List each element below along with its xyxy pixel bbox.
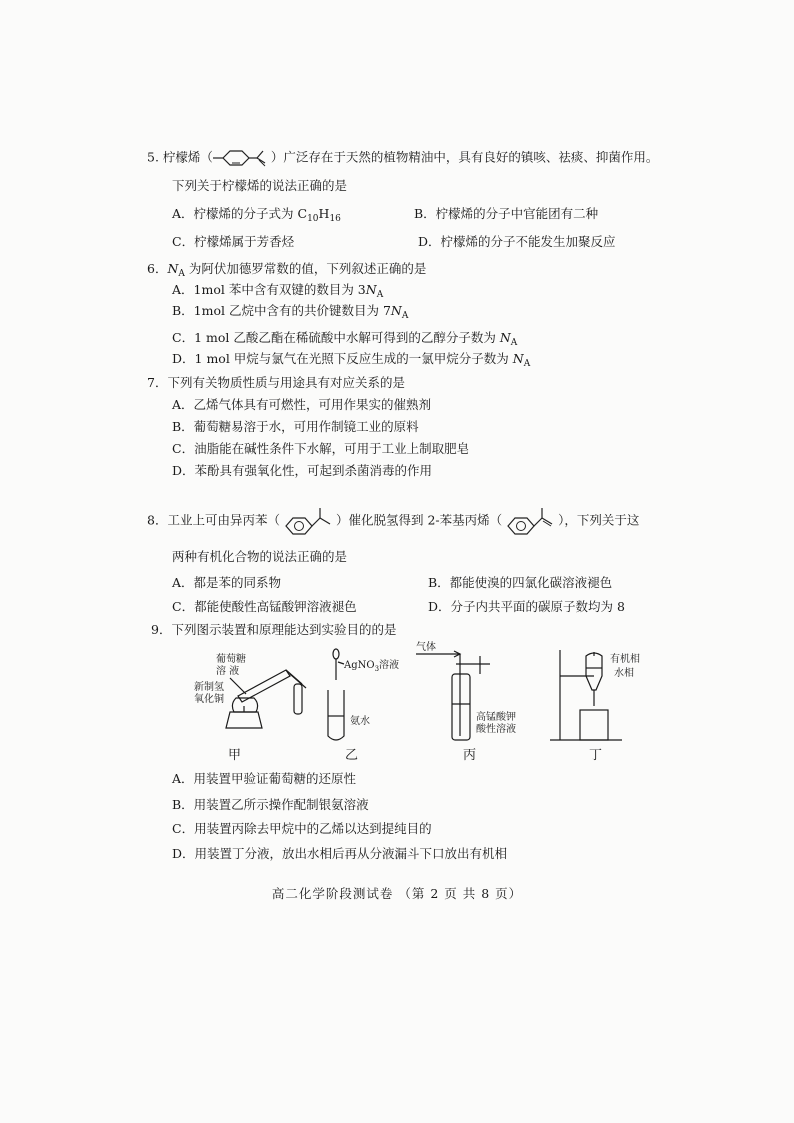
q6-option-c: C．1 mol 乙酸乙酯在稀硫酸中水解可得到的乙醇分子数为 $N_A$: [172, 330, 518, 348]
apparatus-bing: [416, 640, 516, 740]
apparatus-yi: [328, 649, 399, 740]
q8-option-b: B．都能使溴的四氯化碳溶液褪色: [428, 575, 613, 590]
q7-option-d: D．苯酚具有强氧化性，可起到杀菌消毒的作用: [172, 463, 433, 478]
ding-label-aqueous: 水相: [614, 668, 634, 679]
apparatus-jia: [194, 652, 306, 728]
bing-label-gas: 气体: [416, 642, 436, 653]
q8-stem2: 两种有机化合物的说法正确的是: [172, 549, 348, 564]
q8-option-d: D．分子内共平面的碳原子数均为 8: [428, 599, 625, 614]
caption-yi: 乙: [345, 748, 359, 763]
q6-option-b: B．1mol 乙烷中含有的共价键数目为 $7N_A$: [172, 303, 409, 321]
cumene-structure-icon: [280, 505, 336, 537]
q8-option-a: A．都是苯的同系物: [172, 575, 282, 590]
yi-label-agno3: AgNO$_3$溶液: [344, 660, 400, 673]
q9-option-b: B．用装置乙所示操作配制银氨溶液: [172, 797, 369, 812]
jia-label-solution: 溶 液: [216, 666, 240, 677]
q6-option-a: A．1mol 苯中含有双键的数目为 $3N_A$: [172, 282, 384, 300]
q6-option-d: D．1 mol 甲烷与氯气在光照下反应生成的一氯甲烷分子数为 $N_A$: [172, 351, 531, 369]
yi-label-ammonia: 氨水: [350, 716, 370, 727]
ding-label-organic: 有机相: [610, 654, 640, 665]
caption-jia: 甲: [228, 748, 242, 763]
q7-stem: 7．下列有关物质性质与用途具有对应关系的是: [147, 375, 405, 390]
bing-label-acidic: 酸性溶液: [476, 724, 516, 735]
q5-option-b: B．柠檬烯的分子中官能团有二种: [414, 206, 599, 221]
q5-option-a: A．柠檬烯的分子式为 $C_{10}H_{16}$: [172, 206, 341, 224]
q5-option-c: C．柠檬烯属于芳香烃: [172, 234, 295, 249]
q8-option-c: C．都能使酸性高锰酸钾溶液褪色: [172, 599, 357, 614]
q8-stem: 8．工业上可由异丙苯（ ）催化脱氢得到 2-苯基丙烯（ ），下列关于这: [147, 505, 639, 537]
q9-option-a: A．用装置甲验证葡萄糖的还原性: [172, 771, 357, 786]
jia-label-cuoh2-2: 氧化铜: [194, 694, 224, 705]
q9-option-d: D．用装置丁分液，放出水相后再从分液漏斗下口放出有机相: [172, 846, 508, 861]
jia-label-glucose: 葡萄糖: [216, 654, 246, 665]
q7-option-a: A．乙烯气体具有可燃性，可用作果实的催熟剂: [172, 397, 432, 412]
alpha-methylstyrene-structure-icon: [502, 505, 558, 537]
q9-stem: 9．下列图示装置和原理能达到实验目的的是: [151, 622, 397, 637]
page-footer: 高二化学阶段测试卷 （第 2 页 共 8 页）: [271, 886, 523, 901]
jia-label-cuoh2-1: 新制氢: [194, 682, 224, 693]
q7-option-b: B．葡萄糖易溶于水，可用作制镜工业的原料: [172, 419, 419, 434]
q9-option-c: C．用装置丙除去甲烷中的乙烯以达到提纯目的: [172, 821, 432, 836]
q7-option-c: C．油脂能在碱性条件下水解，可用于工业上制取肥皂: [172, 441, 470, 456]
q5-stem2: 下列关于柠檬烯的说法正确的是: [172, 178, 348, 193]
caption-ding: 丁: [589, 748, 603, 763]
caption-bing: 丙: [463, 748, 477, 763]
q6-stem: 6．$N_A$ 为阿伏加德罗常数的值，下列叙述正确的是: [147, 261, 427, 279]
bing-label-kmno4: 高锰酸钾: [476, 712, 516, 723]
limonene-structure-icon: [213, 147, 271, 169]
q5-option-d: D．柠檬烯的分子不能发生加聚反应: [418, 234, 616, 249]
q5-stem: 5. 柠檬烯（ ）广泛存在于天然的植物精油中，具有良好的镇咳、祛痰、抑菌作用。: [147, 147, 658, 169]
apparatus-figure: [190, 640, 660, 746]
apparatus-ding: [550, 650, 640, 740]
